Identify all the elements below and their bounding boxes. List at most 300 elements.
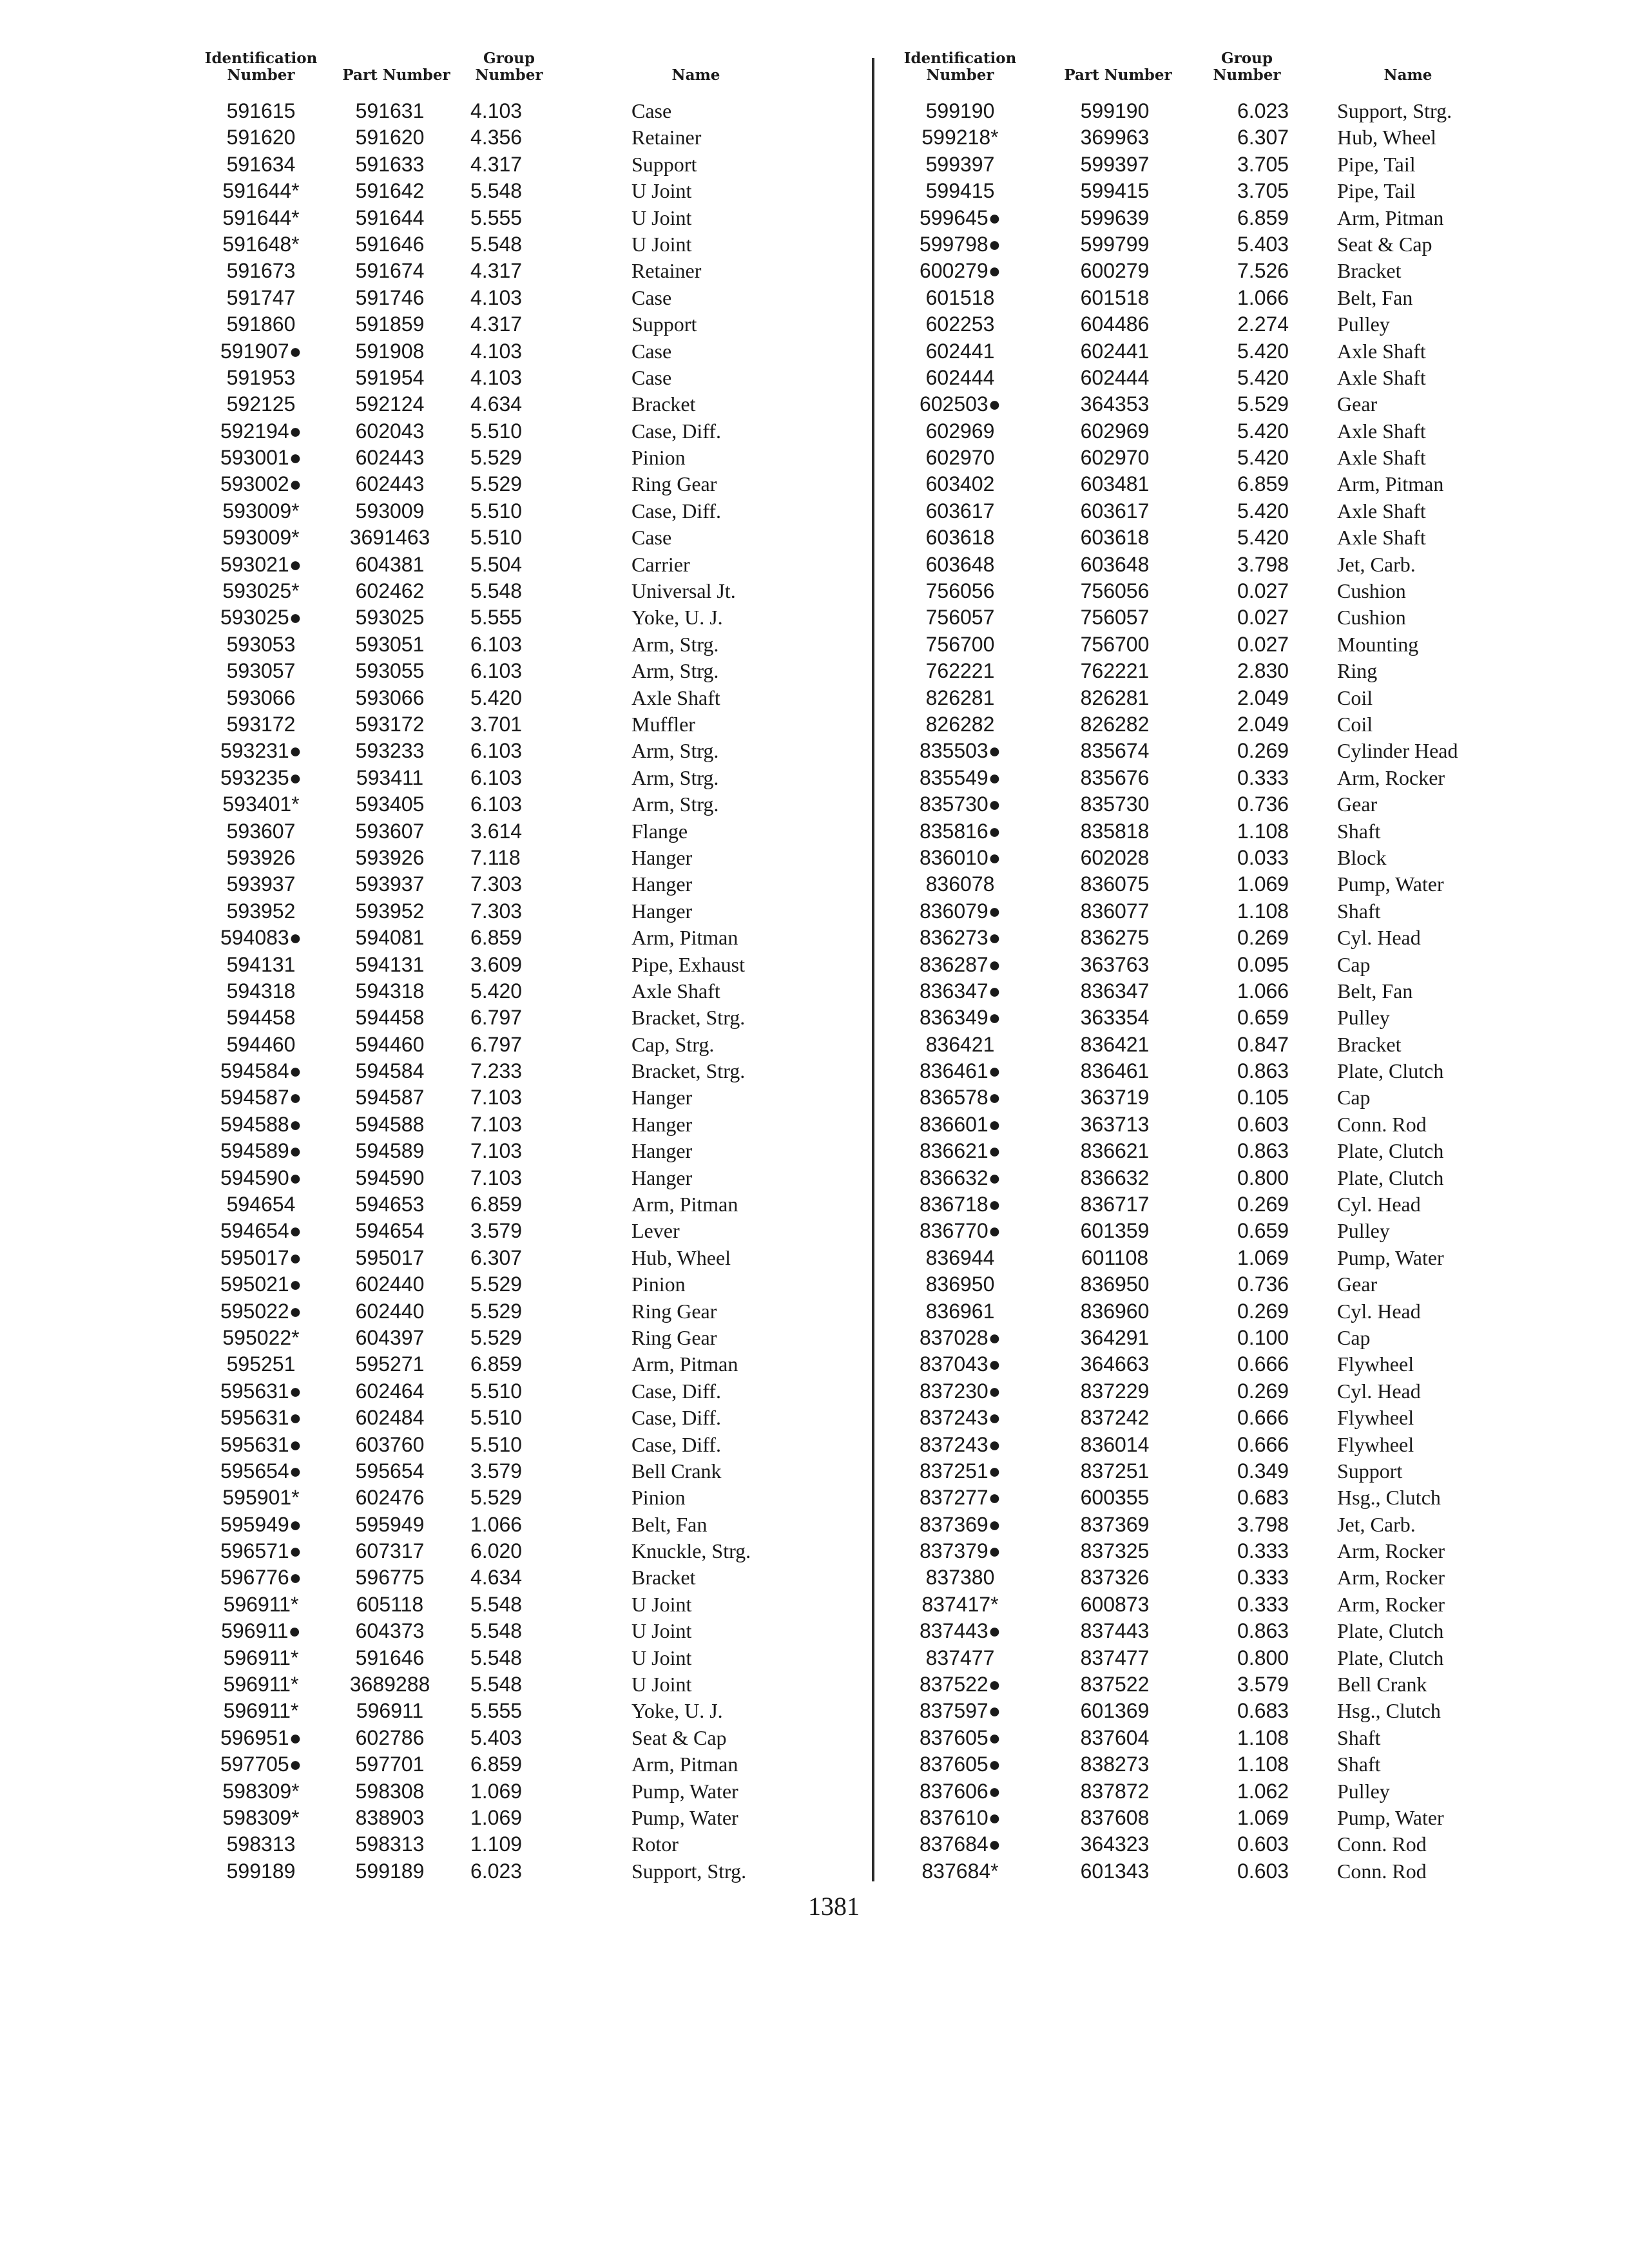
group-number-cell: 1.069 — [1237, 1806, 1289, 1829]
part-number-cell: 363719 — [1080, 1086, 1150, 1110]
table-row — [892, 711, 1505, 738]
group-number-cell: 5.555 — [470, 606, 523, 629]
group-number-cell: 5.548 — [470, 1592, 523, 1616]
name-cell: Arm, Strg. — [631, 765, 719, 789]
identification-number-cell: 593952 — [226, 899, 296, 923]
part-number-cell: 363763 — [1080, 952, 1150, 976]
name-cell: Bell Crank — [631, 1459, 722, 1483]
part-number-cell: 836275 — [1080, 926, 1150, 950]
group-number-cell: 5.529 — [470, 1273, 523, 1296]
part-number-cell: 602786 — [355, 1725, 425, 1749]
identification-number-cell: 836621● — [919, 1139, 1001, 1163]
name-cell: U Joint — [631, 1646, 692, 1669]
name-cell: Conn. Rod — [1337, 1859, 1427, 1883]
table-row — [892, 1618, 1505, 1644]
name-cell: Jet, Carb. — [1337, 1512, 1416, 1536]
table-row — [892, 1564, 1505, 1591]
identification-number-cell: 835549● — [919, 765, 1001, 789]
name-cell: Cylinder Head — [1337, 739, 1458, 763]
identification-number-cell: 836079● — [919, 899, 1001, 923]
table-row — [193, 524, 838, 551]
part-number-cell: 599799 — [1080, 232, 1150, 256]
part-number-cell: 591746 — [355, 285, 425, 309]
name-cell: Axle Shaft — [1337, 365, 1426, 389]
group-number-cell: 7.233 — [470, 1059, 523, 1083]
part-number-cell: 598308 — [355, 1779, 425, 1803]
table-row — [193, 1245, 838, 1271]
name-cell: Jet, Carb. — [1337, 552, 1416, 576]
group-number-cell: 1.109 — [470, 1832, 523, 1856]
identification-number-cell: 594584● — [220, 1059, 302, 1083]
name-cell: Gear — [1337, 793, 1378, 816]
identification-number-cell: 595631● — [220, 1406, 302, 1430]
part-number-cell: 364663 — [1080, 1352, 1150, 1376]
name-cell: Pipe, Tail — [1337, 152, 1416, 176]
table-row — [193, 124, 838, 151]
table-row — [892, 1858, 1505, 1885]
part-number-cell: 836950 — [1080, 1273, 1150, 1296]
part-number-cell: 602464 — [355, 1379, 425, 1403]
table-row — [892, 898, 1505, 925]
name-cell: Arm, Rocker — [1337, 1592, 1445, 1616]
table-row — [193, 1858, 838, 1885]
part-number-cell: 363713 — [1080, 1112, 1150, 1136]
part-number-cell: 835818 — [1080, 819, 1150, 843]
identification-number-cell: 836601● — [919, 1112, 1001, 1136]
group-number-cell: 0.603 — [1237, 1832, 1289, 1856]
name-cell: Coil — [1337, 712, 1373, 736]
group-number-cell: 5.403 — [470, 1725, 523, 1749]
group-number-cell: 4.634 — [470, 392, 523, 416]
name-cell: Bracket — [631, 392, 696, 416]
identification-number-cell: 602970 — [925, 446, 995, 470]
name-cell: Case — [631, 285, 672, 309]
part-number-cell: 836014 — [1080, 1432, 1150, 1456]
name-cell: Pump, Water — [631, 1779, 738, 1803]
identification-number-cell: 837243● — [919, 1432, 1001, 1456]
table-row — [193, 1671, 838, 1698]
table-row — [892, 1191, 1505, 1218]
group-number-cell: 5.555 — [470, 1699, 523, 1723]
name-cell: Arm, Rocker — [1337, 1566, 1445, 1590]
group-number-cell: 0.333 — [1237, 1539, 1289, 1563]
part-number-cell: 599190 — [1080, 99, 1150, 122]
group-number-cell: 4.634 — [470, 1566, 523, 1590]
name-cell: U Joint — [631, 179, 692, 203]
group-number-cell: 5.403 — [1237, 232, 1289, 256]
table-row — [892, 1432, 1505, 1458]
name-cell: Plate, Clutch — [1337, 1059, 1444, 1083]
identification-number-cell: 600279● — [919, 259, 1001, 283]
group-number-cell: 3.614 — [470, 819, 523, 843]
column-divider — [872, 58, 874, 1881]
part-number-cell: 837522 — [1080, 1673, 1150, 1696]
part-number-cell: 604373 — [355, 1619, 425, 1643]
identification-number-cell: 593057 — [226, 659, 296, 683]
group-number-cell: 0.736 — [1237, 1273, 1289, 1296]
name-cell: U Joint — [631, 1619, 692, 1643]
identification-number-cell: 602253 — [925, 312, 995, 336]
identification-number-cell: 837684● — [919, 1832, 1001, 1856]
group-number-cell: 6.103 — [470, 659, 523, 683]
name-cell: Retainer — [631, 259, 702, 283]
name-cell: U Joint — [631, 1592, 692, 1616]
group-number-cell: 0.105 — [1237, 1086, 1289, 1110]
name-cell: Axle Shaft — [1337, 499, 1426, 523]
name-cell: Axle Shaft — [631, 979, 720, 1003]
group-number-cell: 3.701 — [470, 712, 523, 736]
table-row — [193, 1831, 838, 1858]
identification-number-cell: 591648* — [222, 232, 300, 256]
part-number-cell: 836347 — [1080, 979, 1150, 1003]
part-number-cell: 837608 — [1080, 1806, 1150, 1829]
table-row — [193, 205, 838, 231]
group-number-cell: 6.103 — [470, 765, 523, 789]
part-number-cell: 369963 — [1080, 126, 1150, 149]
part-number-cell: 595949 — [355, 1512, 425, 1536]
table-row — [892, 1218, 1505, 1244]
identification-number-cell: 601518 — [925, 285, 995, 309]
table-row — [193, 1405, 838, 1431]
part-number-cell: 591642 — [355, 179, 425, 203]
name-cell: Cushion — [1337, 606, 1406, 629]
part-number-cell: 756056 — [1080, 579, 1150, 603]
part-number-cell: 605118 — [356, 1592, 424, 1616]
part-number-cell: 602443 — [355, 472, 425, 496]
part-number-cell: 836621 — [1080, 1139, 1150, 1163]
name-cell: Hanger — [631, 1139, 693, 1163]
table-row — [892, 1485, 1505, 1511]
group-number-cell: 0.683 — [1237, 1699, 1289, 1723]
table-row — [892, 285, 1505, 311]
table-row — [193, 791, 838, 818]
table-row — [193, 1165, 838, 1191]
part-number-cell: 602476 — [355, 1486, 425, 1510]
group-number-cell: 0.095 — [1237, 952, 1289, 976]
part-number-cell: 593172 — [355, 712, 425, 736]
part-number-cell: 593607 — [355, 819, 425, 843]
identification-number-cell: 591634 — [226, 152, 296, 176]
header-identification-number: Identification Number — [903, 50, 1017, 84]
group-number-cell: 0.800 — [1237, 1646, 1289, 1669]
identification-number-cell: 593053 — [226, 632, 296, 656]
group-number-cell: 5.529 — [470, 1325, 523, 1349]
identification-number-cell: 599218* — [921, 126, 999, 149]
identification-number-cell: 837043● — [919, 1352, 1001, 1376]
table-row — [193, 1485, 838, 1511]
part-number-cell: 602028 — [1080, 845, 1150, 869]
identification-number-cell: 762221 — [925, 659, 995, 683]
part-number-cell: 835674 — [1080, 739, 1150, 763]
group-number-cell: 0.603 — [1237, 1859, 1289, 1883]
identification-number-cell: 835816● — [919, 819, 1001, 843]
identification-number-cell: 593025● — [220, 606, 302, 629]
name-cell: Shaft — [1337, 1725, 1381, 1749]
name-cell: Flywheel — [1337, 1432, 1414, 1456]
identification-number-cell: 592125 — [226, 392, 296, 416]
table-row — [193, 738, 838, 764]
group-number-cell: 3.579 — [1237, 1673, 1289, 1696]
table-row — [193, 871, 838, 898]
part-number-cell: 599415 — [1080, 179, 1150, 203]
identification-number-cell: 593235● — [220, 765, 302, 789]
table-row — [892, 391, 1505, 418]
identification-number-cell: 595251 — [226, 1352, 296, 1376]
identification-number-cell: 756056 — [925, 579, 995, 603]
group-number-cell: 3.609 — [470, 952, 523, 976]
table-row — [892, 231, 1505, 258]
identification-number-cell: 599645● — [919, 206, 1001, 229]
name-cell: Support — [1337, 1459, 1403, 1483]
part-number-cell: 837251 — [1080, 1459, 1150, 1483]
name-cell: Hub, Wheel — [1337, 126, 1437, 149]
identification-number-cell: 602503● — [919, 392, 1001, 416]
name-cell: Case — [631, 339, 672, 363]
part-number-cell: 591859 — [355, 312, 425, 336]
name-cell: U Joint — [631, 206, 692, 229]
group-number-cell: 5.555 — [470, 206, 523, 229]
table-row — [892, 738, 1505, 764]
part-number-cell: 603617 — [1080, 499, 1150, 523]
identification-number-cell: 837522● — [919, 1673, 1001, 1696]
table-row — [193, 98, 838, 124]
identification-number-cell: 593021● — [220, 552, 302, 576]
name-cell: Axle Shaft — [1337, 339, 1426, 363]
group-number-cell: 5.420 — [470, 979, 523, 1003]
page-number: 1381 — [808, 1892, 860, 1921]
name-cell: Belt, Fan — [1337, 979, 1413, 1003]
group-number-cell: 0.800 — [1237, 1166, 1289, 1189]
table-row — [892, 1405, 1505, 1431]
identification-number-cell: 836349● — [919, 1006, 1001, 1030]
name-cell: Ring — [1337, 659, 1378, 683]
group-number-cell: 5.548 — [470, 179, 523, 203]
part-number-cell: 596911 — [356, 1699, 424, 1723]
group-number-cell: 0.683 — [1237, 1486, 1289, 1510]
part-number-cell: 591908 — [355, 339, 425, 363]
name-cell: Lever — [631, 1219, 680, 1243]
table-row — [892, 631, 1505, 658]
table-row — [193, 1618, 838, 1644]
part-number-cell: 837326 — [1080, 1566, 1150, 1590]
group-number-cell: 6.859 — [1237, 206, 1289, 229]
identification-number-cell: 837606● — [919, 1779, 1001, 1803]
group-number-cell: 0.666 — [1237, 1406, 1289, 1430]
table-row — [193, 1004, 838, 1031]
name-cell: Arm, Pitman — [1337, 206, 1444, 229]
name-cell: Pulley — [1337, 312, 1390, 336]
group-number-cell: 0.269 — [1237, 1379, 1289, 1403]
name-cell: Flywheel — [1337, 1352, 1414, 1376]
part-number-cell: 602484 — [355, 1406, 425, 1430]
name-cell: Axle Shaft — [1337, 526, 1426, 550]
identification-number-cell: 603617 — [925, 499, 995, 523]
part-number-cell: 837325 — [1080, 1539, 1150, 1563]
group-number-cell: 5.548 — [470, 1619, 523, 1643]
group-number-cell: 0.269 — [1237, 926, 1289, 950]
group-number-cell: 5.529 — [1237, 392, 1289, 416]
group-number-cell: 6.023 — [1237, 99, 1289, 122]
header-identification-number: Identification Number — [204, 50, 318, 84]
identification-number-cell: 837230● — [919, 1379, 1001, 1403]
part-number-cell: 595654 — [355, 1459, 425, 1483]
part-number-cell: 602043 — [355, 419, 425, 443]
identification-number-cell: 837028● — [919, 1325, 1001, 1349]
table-row — [892, 1325, 1505, 1351]
table-row — [193, 1271, 838, 1298]
part-number-cell: 594460 — [355, 1032, 425, 1056]
group-number-cell: 6.859 — [470, 1352, 523, 1376]
group-number-cell: 1.069 — [1237, 872, 1289, 896]
name-cell: Shaft — [1337, 819, 1381, 843]
identification-number-cell: 598309* — [222, 1779, 300, 1803]
table-row — [892, 1591, 1505, 1618]
part-number-cell: 600873 — [1080, 1592, 1150, 1616]
part-number-cell: 601369 — [1080, 1699, 1150, 1723]
table-row — [892, 445, 1505, 471]
identification-number-cell: 837417* — [921, 1592, 999, 1616]
table-row — [892, 151, 1505, 178]
group-number-cell: 6.103 — [470, 793, 523, 816]
right-header-row — [892, 39, 1505, 84]
group-number-cell: 1.066 — [1237, 979, 1289, 1003]
group-number-cell: 3.705 — [1237, 179, 1289, 203]
identification-number-cell: 826281 — [925, 686, 995, 709]
table-row — [193, 1458, 838, 1485]
name-cell: Case — [631, 526, 672, 550]
identification-number-cell: 591644* — [222, 179, 300, 203]
group-number-cell: 0.269 — [1237, 1193, 1289, 1216]
table-row — [892, 1512, 1505, 1538]
table-row — [892, 818, 1505, 845]
name-cell: Belt, Fan — [1337, 285, 1413, 309]
header-name: Name — [671, 66, 720, 84]
identification-number-cell: 836461● — [919, 1059, 1001, 1083]
part-number-cell: 364323 — [1080, 1832, 1150, 1856]
table-row — [892, 1111, 1505, 1138]
part-number-cell: 594318 — [355, 979, 425, 1003]
part-number-cell: 603648 — [1080, 552, 1150, 576]
identification-number-cell: 595654● — [220, 1459, 302, 1483]
identification-number-cell: 836950 — [925, 1273, 995, 1296]
name-cell: Arm, Pitman — [631, 1193, 738, 1216]
identification-number-cell: 837605● — [919, 1753, 1001, 1776]
identification-number-cell: 836078 — [925, 872, 995, 896]
identification-number-cell: 592194● — [220, 419, 302, 443]
part-number-cell: 593051 — [355, 632, 425, 656]
table-row — [193, 391, 838, 418]
name-cell: Shaft — [1337, 1753, 1381, 1776]
part-number-cell: 594584 — [355, 1059, 425, 1083]
group-number-cell: 5.529 — [470, 472, 523, 496]
group-number-cell: 4.317 — [470, 312, 523, 336]
table-row — [193, 1778, 838, 1805]
name-cell: Arm, Strg. — [631, 659, 719, 683]
table-row — [892, 978, 1505, 1004]
part-number-cell: 596775 — [355, 1566, 425, 1590]
table-row — [892, 1538, 1505, 1564]
part-number-cell: 591646 — [355, 1646, 425, 1669]
name-cell: Cyl. Head — [1337, 1379, 1421, 1403]
identification-number-cell: 594654 — [226, 1193, 296, 1216]
part-number-cell: 838903 — [355, 1806, 425, 1829]
identification-number-cell: 836632● — [919, 1166, 1001, 1189]
table-row — [892, 552, 1505, 578]
part-number-cell: 592124 — [355, 392, 425, 416]
group-number-cell: 1.069 — [470, 1779, 523, 1803]
identification-number-cell: 837277● — [919, 1486, 1001, 1510]
name-cell: Support — [631, 152, 697, 176]
part-number-cell: 604397 — [355, 1325, 425, 1349]
group-number-cell: 5.420 — [1237, 365, 1289, 389]
name-cell: Bracket — [1337, 1032, 1402, 1056]
identification-number-cell: 595631● — [220, 1379, 302, 1403]
group-number-cell: 3.579 — [470, 1459, 523, 1483]
group-number-cell: 5.420 — [1237, 419, 1289, 443]
part-number-cell: 826282 — [1080, 712, 1150, 736]
table-row — [892, 1698, 1505, 1724]
part-number-cell: 837229 — [1080, 1379, 1150, 1403]
name-cell: Flange — [631, 819, 688, 843]
part-number-cell: 601343 — [1080, 1859, 1150, 1883]
identification-number-cell: 837605● — [919, 1725, 1001, 1749]
table-row — [892, 791, 1505, 818]
part-number-cell: 593233 — [355, 739, 425, 763]
group-number-cell: 5.510 — [470, 1379, 523, 1403]
table-row — [892, 178, 1505, 204]
part-number-cell: 837369 — [1080, 1512, 1150, 1536]
name-cell: Pump, Water — [1337, 1806, 1444, 1829]
part-number-cell: 837477 — [1080, 1646, 1150, 1669]
identification-number-cell: 835503● — [919, 739, 1001, 763]
name-cell: Axle Shaft — [1337, 446, 1426, 470]
name-cell: Pump, Water — [1337, 872, 1444, 896]
part-number-cell: 756700 — [1080, 632, 1150, 656]
group-number-cell: 3.798 — [1237, 1512, 1289, 1536]
table-row — [892, 498, 1505, 524]
part-number-cell: 591620 — [355, 126, 425, 149]
group-number-cell: 4.317 — [470, 152, 523, 176]
table-row — [193, 658, 838, 684]
table-row — [892, 1138, 1505, 1164]
group-number-cell: 4.103 — [470, 339, 523, 363]
name-cell: Bracket — [1337, 259, 1402, 283]
table-row — [193, 1191, 838, 1218]
part-number-cell: 594654 — [355, 1219, 425, 1243]
part-number-cell: 837604 — [1080, 1725, 1150, 1749]
part-number-cell: 594653 — [355, 1193, 425, 1216]
table-row — [193, 1058, 838, 1084]
identification-number-cell: 599798● — [919, 232, 1001, 256]
table-row — [193, 1645, 838, 1671]
part-number-cell: 593952 — [355, 899, 425, 923]
identification-number-cell: 602969 — [925, 419, 995, 443]
table-row — [892, 1165, 1505, 1191]
table-row — [193, 631, 838, 658]
name-cell: Plate, Clutch — [1337, 1619, 1444, 1643]
identification-number-cell: 596571● — [220, 1539, 302, 1563]
group-number-cell: 0.333 — [1237, 765, 1289, 789]
table-row — [892, 124, 1505, 151]
identification-number-cell: 594587● — [220, 1086, 302, 1110]
name-cell: Knuckle, Strg. — [631, 1539, 751, 1563]
identification-number-cell: 837369● — [919, 1512, 1001, 1536]
name-cell: Conn. Rod — [1337, 1112, 1427, 1136]
name-cell: Case, Diff. — [631, 419, 721, 443]
name-cell: Seat & Cap — [631, 1725, 727, 1749]
part-number-cell: 838273 — [1080, 1753, 1150, 1776]
table-row — [193, 365, 838, 391]
